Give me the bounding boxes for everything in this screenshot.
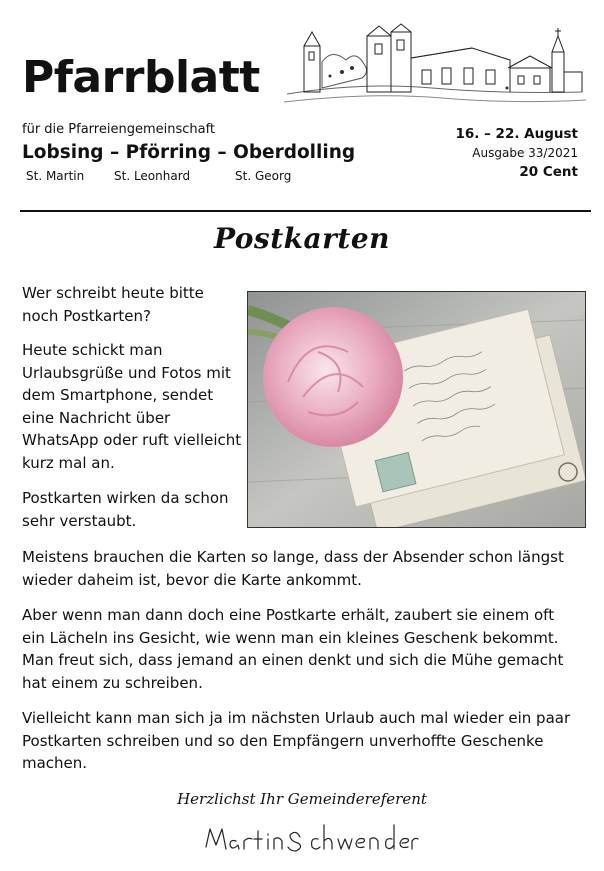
issue-number: Ausgabe 33/2021	[472, 146, 578, 160]
paragraph-2: Heute schickt man Urlaubsgrüße und Fotos mit dem Smartphone, sendet eine Nachricht über WhatsApp oder ruft vielleicht kurz mal an.	[22, 341, 242, 472]
saint-leonhard: St. Leonhard	[114, 169, 191, 183]
paragraph-6: Vielleicht kann man sich ja im nächsten Urlaub auch mal wieder ein paar Postkarten schreiben und so den Empfängern unverhoffte Geschenke machen.	[22, 709, 571, 772]
paragraph-3: Postkarten wirken da schon sehr verstaubt.	[22, 489, 229, 530]
subtitle: für die Pfarreiengemeinschaft	[22, 122, 216, 137]
issue-price: 20 Cent	[519, 164, 578, 180]
paragraph-5: Aber wenn man dann doch eine Postkarte erhält, zaubert sie einem oft ein Lächeln ins Gesicht, wie wenn man ein kleines Geschenk bekommt. Man freut sich, dass jemand an einen denkt und sich die Mühe gemacht hat einem zu schreiben.	[22, 606, 564, 692]
paragraph-1: Wer schreibt heute bitte noch Postkarten?	[22, 284, 204, 325]
church-illustration	[282, 22, 588, 106]
rose-postcard-photo	[247, 291, 586, 528]
issue-dates: 16. – 22. August	[455, 126, 578, 142]
saint-martin: St. Martin	[26, 169, 85, 183]
header-divider	[20, 210, 591, 212]
rose-icon	[248, 292, 585, 527]
paragraph-4: Meistens brauchen die Karten so lange, dass der Absender schon längst wieder daheim ist, bevor die Karte ankommt.	[22, 548, 564, 589]
closing-greeting: Herzlichst Ihr Gemeindereferent	[177, 790, 427, 808]
article-title: Postkarten	[213, 222, 391, 255]
masthead-title: Pfarrblatt	[22, 52, 260, 103]
issue-info	[455, 125, 578, 182]
parish-names: Lobsing – Pförring – Oberdolling	[22, 142, 356, 163]
saint-georg: St. Georg	[235, 169, 292, 183]
handwritten-signature	[200, 815, 420, 865]
